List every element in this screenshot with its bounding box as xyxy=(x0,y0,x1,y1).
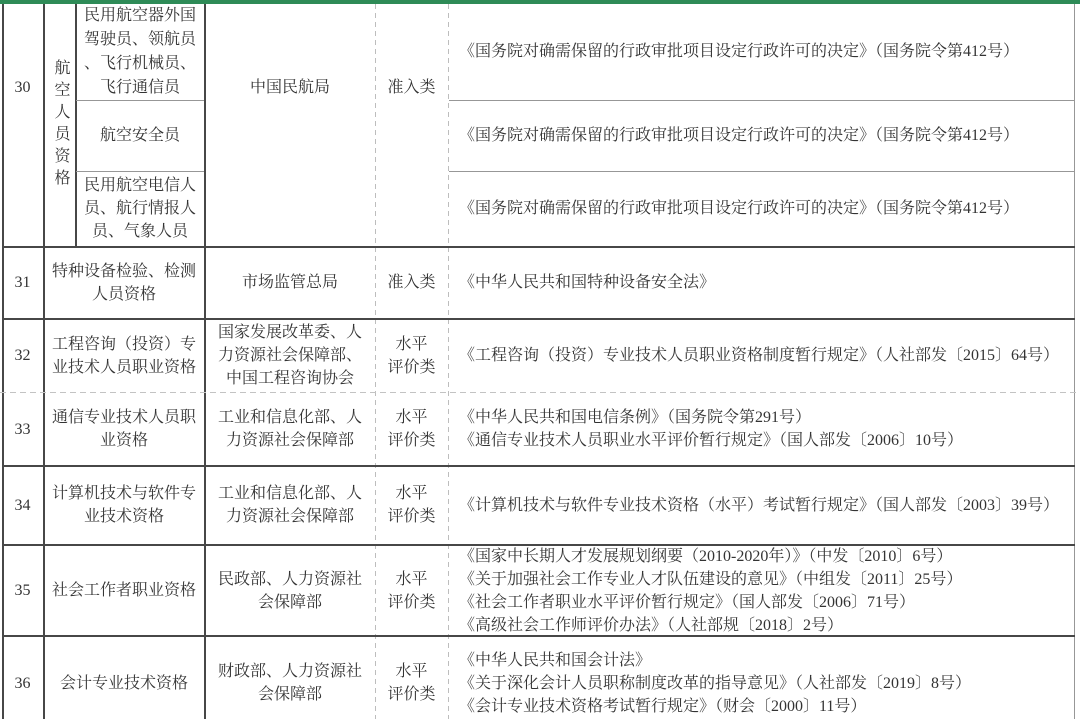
basis-line: 《关于加强社会工作专业人才队伍建设的意见》（中组发〔2011〕25号） xyxy=(459,570,963,588)
row-35-name: 社会工作者职业资格 xyxy=(51,582,196,599)
basis-line: 《高级社会工作师评价办法》（人社部规〔2018〕2号） xyxy=(459,616,844,634)
row-34-department: 工业和信息化部、人力资源社会保障部 xyxy=(217,485,362,525)
category-line: 水平 xyxy=(395,570,428,588)
row-34-basis xyxy=(450,467,1073,543)
row-32-number: 32 xyxy=(14,347,31,364)
basis-line: 《工程咨询（投资）专业技术人员职业资格制度暂行规定》（人社部发〔2015〕64号） xyxy=(459,347,1060,364)
basis-line: 《国务院对确需保留的行政审批项目设定行政许可的决定》（国务院令第412号） xyxy=(459,200,1020,217)
category-line: 评价类 xyxy=(387,358,436,376)
grid-line-row31-bottom xyxy=(2,318,1075,320)
row-31-department: 市场监管总局 xyxy=(241,274,338,291)
category-line: 准入类 xyxy=(387,78,436,96)
category-line: 评价类 xyxy=(387,686,436,703)
basis-line: 《中华人民共和国特种设备安全法》 xyxy=(459,274,716,291)
row-31-number: 31 xyxy=(14,274,31,291)
grid-line-subrow2-basis xyxy=(449,171,1074,172)
grid-line-col-category-dashed xyxy=(448,4,449,719)
grid-line-row35-bottom xyxy=(2,635,1075,637)
row-34-number: 34 xyxy=(14,496,31,514)
grid-line-subrow1-basis xyxy=(449,100,1074,101)
basis-line: 《中华人民共和国电信条例》（国务院令第291号） xyxy=(459,409,812,426)
row-30-group-name-text: 航空人员资格 xyxy=(52,59,69,191)
row-36-basis xyxy=(450,637,1073,719)
grid-line-right-border xyxy=(1074,4,1075,719)
row-32-department: 国家发展改革委、人力资源社会保障部、中国工程咨询协会 xyxy=(217,324,362,387)
basis-line: 《通信专业技术人员职业水平评价暂行规定》（国人部发〔2006〕10号） xyxy=(459,432,964,449)
row-30-subrow-2-basis xyxy=(450,101,1073,170)
row-30-subrow-2-name: 航空安全员 xyxy=(99,127,180,144)
row-31-category xyxy=(376,248,447,317)
row-33-number: 33 xyxy=(14,420,31,438)
category-line: 评价类 xyxy=(387,508,436,525)
grid-line-row30-bottom xyxy=(2,246,1075,248)
row-36-category xyxy=(376,637,447,719)
row-33-name: 通信专业技术人员职业资格 xyxy=(51,409,196,449)
row-32-name: 工程咨询（投资）专业技术人员职业资格 xyxy=(51,335,196,376)
basis-line: 《国务院对确需保留的行政审批项目设定行政许可的决定》（国务院令第412号） xyxy=(459,43,1020,60)
grid-line-row34-bottom xyxy=(2,544,1075,546)
row-32-category xyxy=(376,320,447,391)
row-30-number: 30 xyxy=(14,78,31,96)
row-30-category xyxy=(376,4,447,170)
row-35-department: 民政部、人力资源社会保障部 xyxy=(217,570,362,611)
category-line: 水平 xyxy=(395,663,428,680)
category-line: 评价类 xyxy=(387,593,436,611)
grid-line-col-department-dashed xyxy=(375,4,376,719)
row-36-department: 财政部、人力资源社会保障部 xyxy=(217,663,362,703)
row-33-category xyxy=(376,394,447,464)
row-34-category xyxy=(376,467,447,543)
row-35-category xyxy=(376,546,447,635)
category-line: 准入类 xyxy=(387,274,436,291)
basis-line: 《关于深化会计人员职称制度改革的指导意见》（人社部发〔2019〕8号） xyxy=(459,674,972,692)
category-line: 水平 xyxy=(395,485,428,502)
row-31-basis xyxy=(450,248,1073,317)
grid-line-col-name xyxy=(204,4,206,719)
grid-line-subrow2-name xyxy=(76,171,204,172)
grid-line-left-border xyxy=(2,4,4,719)
basis-line: 《国务院对确需保留的行政审批项目设定行政许可的决定》（国务院令第412号） xyxy=(459,127,1020,144)
row-33-basis xyxy=(450,394,1073,464)
grid-line-row32-bottom-dashed xyxy=(0,392,1080,393)
category-line: 水平 xyxy=(395,409,428,426)
basis-line: 《国家中长期人才发展规划纲要（2010-2020年）》（中发〔2010〕6号） xyxy=(459,547,953,565)
grid-line-subrow1-name xyxy=(76,100,204,101)
basis-line: 《会计专业技术资格考试暂行规定》（财会〔2000〕11号） xyxy=(459,697,867,715)
basis-line: 《计算机技术与软件专业技术资格（水平）考试暂行规定》（国人部发〔2003〕39号） xyxy=(459,496,1060,514)
row-30-group-name xyxy=(45,4,75,246)
row-30-department: 中国民航局 xyxy=(249,78,330,96)
row-35-number: 35 xyxy=(14,582,31,599)
row-35-basis xyxy=(450,546,1073,635)
row-30-subrow-3-basis xyxy=(450,172,1073,245)
row-30-subrow-1-basis xyxy=(450,4,1073,99)
basis-line: 《中华人民共和国会计法》 xyxy=(459,651,652,669)
category-line: 评价类 xyxy=(387,432,436,449)
category-line: 水平 xyxy=(395,335,428,353)
grid-line-col-group xyxy=(75,4,77,247)
grid-line-col-number xyxy=(43,4,45,719)
row-30-subrow-3-name: 民用航空电信人员、航行情报人员、气象人员 xyxy=(83,177,196,240)
row-36-name: 会计专业技术资格 xyxy=(59,674,188,692)
row-36-number: 36 xyxy=(14,674,31,692)
row-32-basis xyxy=(450,320,1073,391)
row-30-subrow-1-name: 民用航空器外国驾驶员、领航员、飞行机械员、飞行通信员 xyxy=(83,6,196,96)
row-31-name: 特种设备检验、检测人员资格 xyxy=(51,262,196,303)
basis-line: 《社会工作者职业水平评价暂行规定》（国人部发〔2006〕71号） xyxy=(459,593,916,611)
row-33-department: 工业和信息化部、人力资源社会保障部 xyxy=(217,409,362,449)
grid-line-row33-bottom xyxy=(2,465,1075,467)
row-34-name: 计算机技术与软件专业技术资格 xyxy=(51,485,196,525)
